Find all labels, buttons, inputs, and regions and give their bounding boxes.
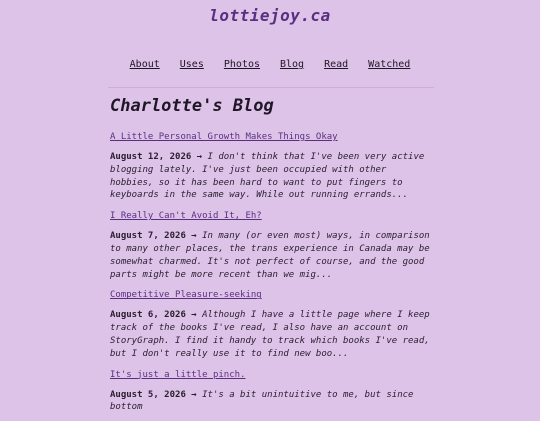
page-title: Charlotte's Blog	[110, 96, 274, 116]
nav-link-about[interactable]: About	[129, 59, 160, 70]
post-list	[110, 130, 432, 421]
post-item	[110, 368, 432, 415]
post-item	[110, 209, 432, 281]
post-excerpt-text: I don't think that I've been very active blogging lately. I've just been occupied with other hobbies, so it has been hard to want to put fingers to keyboards in the same way. While out running errands...	[110, 152, 425, 201]
post-title-link[interactable]: Competitive Pleasure-seeking	[110, 290, 262, 301]
main-nav	[0, 59, 540, 70]
post-excerpt-text: Although I have a little page where I keep track of the books I've read, I also have an account on StoryGraph. I find it handy to track which books I've read, but I don't really use it to find new boo...	[110, 310, 430, 359]
post-excerpt	[110, 151, 432, 202]
post-excerpt	[110, 309, 432, 360]
nav-link-uses[interactable]: Uses	[179, 59, 204, 70]
site-title[interactable]: lottiejoy.ca	[209, 6, 331, 25]
post-item	[110, 130, 432, 202]
post-excerpt-text: In many (or even most) ways, in comparison to many other places, the trans experience in Canada may be somewhat charmed. It's not perfect of course, and the good parts might be more recent than we mig...	[110, 231, 430, 280]
post-title-link[interactable]: It's just a little pinch.	[110, 369, 246, 380]
arrow-icon: →	[191, 389, 197, 400]
post-title-link[interactable]: A Little Personal Growth Makes Things Okay	[110, 132, 338, 142]
nav-link-read[interactable]: Read	[324, 59, 349, 70]
post-date: August 12, 2026	[110, 152, 192, 162]
post-date: August 5, 2026	[110, 389, 186, 400]
post-excerpt-text: It's a bit unintuitive to me, but since bottom	[110, 389, 414, 413]
arrow-icon: →	[191, 310, 197, 321]
nav-link-watched[interactable]: Watched	[368, 59, 411, 70]
post-title-link[interactable]: I Really Can't Avoid It, Eh?	[110, 211, 262, 222]
post-date: August 6, 2026	[110, 310, 186, 321]
nav-link-blog[interactable]: Blog	[279, 59, 305, 70]
post-excerpt	[110, 230, 432, 281]
nav-link-photos[interactable]: Photos	[223, 59, 260, 70]
header-divider	[108, 87, 434, 88]
post-excerpt	[110, 389, 432, 415]
post-item	[110, 288, 432, 360]
arrow-icon: →	[191, 231, 197, 242]
post-date: August 7, 2026	[110, 231, 186, 242]
arrow-icon: →	[196, 152, 203, 162]
